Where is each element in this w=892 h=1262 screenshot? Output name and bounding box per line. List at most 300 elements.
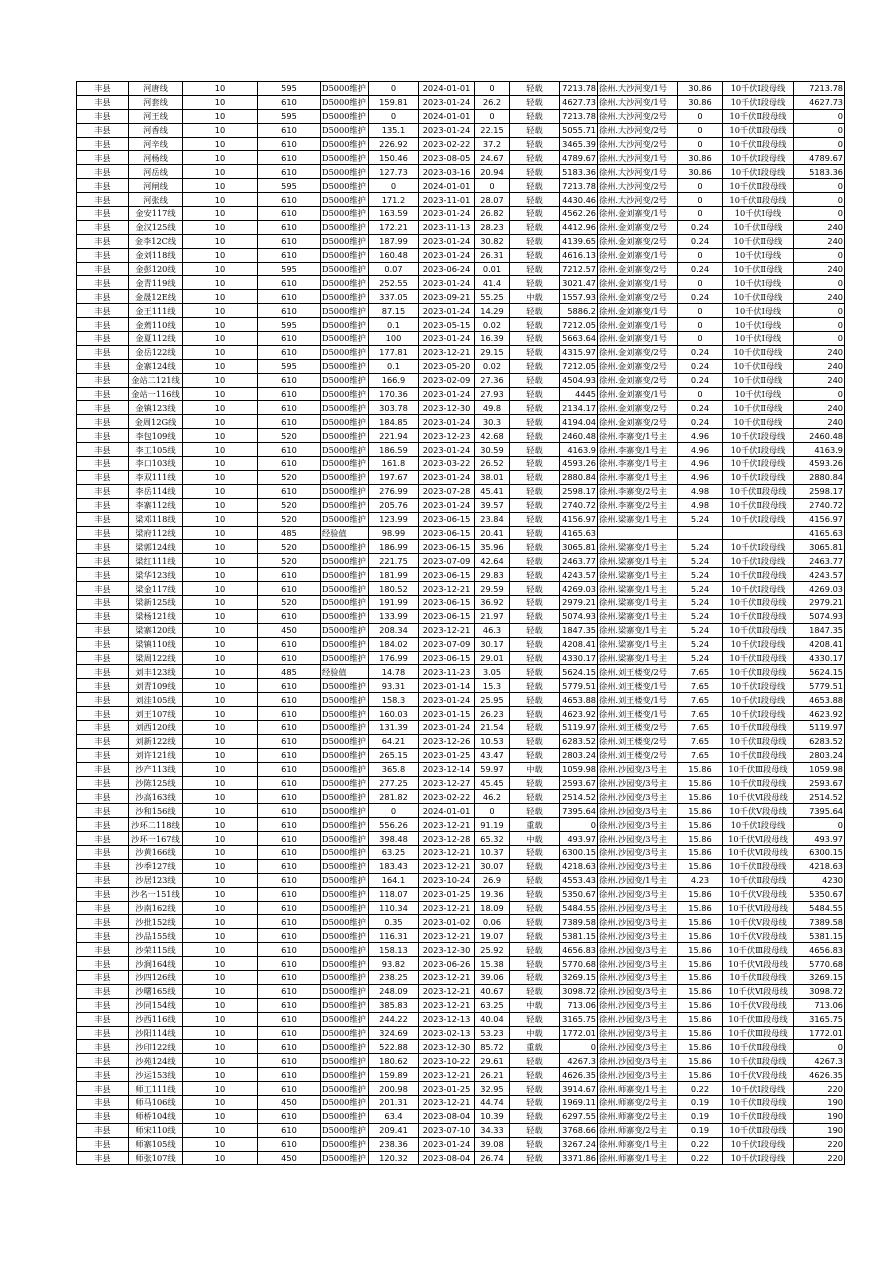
cell-load-status: 轻载 bbox=[510, 1082, 560, 1096]
table-row bbox=[77, 790, 845, 804]
cell-open-capacity: 2803.24 bbox=[794, 748, 845, 762]
cell-available-capacity: 7395.64 bbox=[560, 804, 598, 818]
table-row bbox=[77, 359, 845, 373]
cell-bus-section: 10千伏Ⅱ段母线 bbox=[723, 971, 794, 985]
cell-bus-section: 10千伏Ⅵ段母线 bbox=[723, 832, 794, 846]
cell-data-source: D5000维护 bbox=[321, 415, 369, 429]
table-row bbox=[77, 776, 845, 790]
cell-rated-current: 610 bbox=[258, 776, 321, 790]
cell-county: 丰县 bbox=[77, 415, 129, 429]
cell-county: 丰县 bbox=[77, 665, 129, 679]
cell-county: 丰县 bbox=[77, 1012, 129, 1026]
cell-max-current: 159.81 bbox=[369, 95, 419, 109]
cell-line-name: 沙荣115线 bbox=[129, 943, 183, 957]
cell-line-name: 金李12C线 bbox=[129, 234, 183, 248]
table-row bbox=[77, 1068, 845, 1082]
cell-rated-current: 595 bbox=[258, 82, 321, 96]
cell-open-capacity: 0 bbox=[794, 818, 845, 832]
cell-rated-current: 610 bbox=[258, 290, 321, 304]
cell-max-current: 180.62 bbox=[369, 1054, 419, 1068]
cell-data-source: D5000维护 bbox=[321, 595, 369, 609]
cell-load-rate: 26.31 bbox=[475, 248, 510, 262]
cell-open-capacity: 0 bbox=[794, 179, 845, 193]
cell-voltage: 10 bbox=[183, 1082, 258, 1096]
cell-data-source: D5000维护 bbox=[321, 957, 369, 971]
cell-substation-transformer: 徐州.金刘寨变/2号 bbox=[598, 262, 678, 276]
cell-load-status: 轻载 bbox=[510, 1109, 560, 1123]
cell-substation-transformer: 徐州.李寨变/2号主 bbox=[598, 498, 678, 512]
cell-data-source: D5000维护 bbox=[321, 95, 369, 109]
cell-available-capacity: 3371.86 bbox=[560, 1151, 598, 1165]
cell-data-source: D5000维护 bbox=[321, 123, 369, 137]
cell-rated-current: 610 bbox=[258, 651, 321, 665]
table-row bbox=[77, 498, 845, 512]
cell-line-name: 刘青109线 bbox=[129, 679, 183, 693]
cell-county: 丰县 bbox=[77, 387, 129, 401]
cell-max-date: 2023-01-24 bbox=[419, 304, 475, 318]
table-row bbox=[77, 276, 845, 290]
cell-available-capacity: 4562.26 bbox=[560, 207, 598, 221]
cell-rated-current: 610 bbox=[258, 804, 321, 818]
cell-open-capacity: 2514.52 bbox=[794, 790, 845, 804]
cell-voltage: 10 bbox=[183, 901, 258, 915]
cell-max-date: 2023-01-24 bbox=[419, 470, 475, 484]
cell-available-capacity: 4315.97 bbox=[560, 345, 598, 359]
cell-available-capacity: 7213.78 bbox=[560, 109, 598, 123]
cell-voltage: 10 bbox=[183, 748, 258, 762]
cell-load-rate: 49.8 bbox=[475, 401, 510, 415]
cell-county: 丰县 bbox=[77, 1054, 129, 1068]
cell-load-status: 轻载 bbox=[510, 1123, 560, 1137]
cell-transformer-capacity: 0.24 bbox=[678, 234, 723, 248]
cell-data-source: D5000维护 bbox=[321, 1096, 369, 1110]
cell-max-current: 0 bbox=[369, 804, 419, 818]
cell-open-capacity: 0 bbox=[794, 387, 845, 401]
cell-transformer-capacity: 5.24 bbox=[678, 651, 723, 665]
table-row bbox=[77, 845, 845, 859]
cell-max-date: 2024-01-01 bbox=[419, 109, 475, 123]
cell-county: 丰县 bbox=[77, 1040, 129, 1054]
cell-max-date: 2023-01-24 bbox=[419, 332, 475, 346]
cell-open-capacity: 240 bbox=[794, 290, 845, 304]
table-row bbox=[77, 137, 845, 151]
cell-county: 丰县 bbox=[77, 1026, 129, 1040]
cell-load-rate: 10.53 bbox=[475, 734, 510, 748]
cell-available-capacity: 5484.55 bbox=[560, 901, 598, 915]
cell-rated-current: 610 bbox=[258, 929, 321, 943]
cell-max-current: 186.99 bbox=[369, 540, 419, 554]
cell-substation-transformer: 徐州.金刘寨变/1号 bbox=[598, 318, 678, 332]
cell-rated-current: 595 bbox=[258, 109, 321, 123]
cell-max-current: 158.13 bbox=[369, 943, 419, 957]
cell-substation-transformer: 徐州.沙园变/3号主 bbox=[598, 943, 678, 957]
cell-voltage: 10 bbox=[183, 540, 258, 554]
cell-load-status: 轻载 bbox=[510, 526, 560, 540]
cell-voltage: 10 bbox=[183, 971, 258, 985]
table-row bbox=[77, 554, 845, 568]
cell-voltage: 10 bbox=[183, 512, 258, 526]
cell-transformer-capacity: 30.86 bbox=[678, 151, 723, 165]
cell-voltage: 10 bbox=[183, 804, 258, 818]
cell-rated-current: 595 bbox=[258, 359, 321, 373]
cell-max-current: 186.59 bbox=[369, 443, 419, 457]
cell-available-capacity: 3098.72 bbox=[560, 984, 598, 998]
cell-rated-current: 450 bbox=[258, 1151, 321, 1165]
table-row bbox=[77, 373, 845, 387]
cell-county: 丰县 bbox=[77, 748, 129, 762]
cell-voltage: 10 bbox=[183, 345, 258, 359]
table-row bbox=[77, 415, 845, 429]
cell-voltage: 10 bbox=[183, 1151, 258, 1165]
cell-data-source: D5000维护 bbox=[321, 262, 369, 276]
cell-line-name: 沙西116线 bbox=[129, 1012, 183, 1026]
table-row bbox=[77, 859, 845, 873]
cell-data-source: D5000维护 bbox=[321, 1068, 369, 1082]
cell-max-date: 2023-01-24 bbox=[419, 1137, 475, 1151]
cell-transformer-capacity: 15.86 bbox=[678, 790, 723, 804]
cell-county: 丰县 bbox=[77, 1068, 129, 1082]
cell-line-name: 河闸线 bbox=[129, 179, 183, 193]
cell-line-name: 金岳122线 bbox=[129, 345, 183, 359]
cell-max-current: 252.55 bbox=[369, 276, 419, 290]
table-row bbox=[77, 540, 845, 554]
cell-substation-transformer: 徐州.刘王楼变/2号 bbox=[598, 720, 678, 734]
cell-rated-current: 610 bbox=[258, 1012, 321, 1026]
cell-substation-transformer: 徐州.刘王楼变/1号 bbox=[598, 679, 678, 693]
cell-transformer-capacity: 5.24 bbox=[678, 609, 723, 623]
table-body bbox=[77, 82, 845, 1165]
cell-load-status: 轻载 bbox=[510, 748, 560, 762]
table-row bbox=[77, 637, 845, 651]
table-row bbox=[77, 818, 845, 832]
cell-open-capacity: 2979.21 bbox=[794, 595, 845, 609]
cell-max-date: 2023-09-21 bbox=[419, 290, 475, 304]
cell-voltage: 10 bbox=[183, 304, 258, 318]
cell-line-name: 沙产113线 bbox=[129, 762, 183, 776]
cell-data-source: D5000维护 bbox=[321, 165, 369, 179]
cell-substation-transformer: 徐州.梁寨变/1号主 bbox=[598, 651, 678, 665]
cell-available-capacity: 4269.03 bbox=[560, 582, 598, 596]
cell-available-capacity: 6283.52 bbox=[560, 734, 598, 748]
cell-transformer-capacity: 15.86 bbox=[678, 762, 723, 776]
cell-line-name: 沙名一151线 bbox=[129, 887, 183, 901]
cell-county: 丰县 bbox=[77, 82, 129, 96]
cell-rated-current: 610 bbox=[258, 582, 321, 596]
cell-max-current: 14.78 bbox=[369, 665, 419, 679]
cell-bus-section: 10千伏Ⅴ段母线 bbox=[723, 915, 794, 929]
cell-load-status: 轻载 bbox=[510, 443, 560, 457]
cell-max-date: 2023-06-24 bbox=[419, 262, 475, 276]
cell-max-current: 64.21 bbox=[369, 734, 419, 748]
cell-bus-section: 10千伏Ⅵ段母线 bbox=[723, 901, 794, 915]
cell-line-name: 金晟12E线 bbox=[129, 290, 183, 304]
cell-open-capacity: 1059.98 bbox=[794, 762, 845, 776]
cell-open-capacity: 240 bbox=[794, 262, 845, 276]
cell-max-current: 163.59 bbox=[369, 207, 419, 221]
cell-line-name: 金安117线 bbox=[129, 207, 183, 221]
cell-available-capacity: 5381.15 bbox=[560, 929, 598, 943]
cell-load-rate: 46.3 bbox=[475, 623, 510, 637]
cell-county: 丰县 bbox=[77, 359, 129, 373]
cell-load-rate: 43.47 bbox=[475, 748, 510, 762]
cell-load-status: 中载 bbox=[510, 832, 560, 846]
cell-max-date: 2023-01-25 bbox=[419, 887, 475, 901]
cell-rated-current: 610 bbox=[258, 137, 321, 151]
cell-line-name: 沙居123线 bbox=[129, 873, 183, 887]
cell-max-current: 159.89 bbox=[369, 1068, 419, 1082]
cell-open-capacity: 1847.35 bbox=[794, 623, 845, 637]
cell-open-capacity: 4623.92 bbox=[794, 707, 845, 721]
cell-load-status: 轻载 bbox=[510, 693, 560, 707]
cell-county: 丰县 bbox=[77, 707, 129, 721]
table-row bbox=[77, 82, 845, 96]
cell-substation-transformer: 徐州.沙园变/3号主 bbox=[598, 762, 678, 776]
cell-voltage: 10 bbox=[183, 637, 258, 651]
cell-max-current: 0.35 bbox=[369, 915, 419, 929]
cell-rated-current: 610 bbox=[258, 915, 321, 929]
cell-voltage: 10 bbox=[183, 998, 258, 1012]
cell-line-name: 刘西120线 bbox=[129, 720, 183, 734]
cell-available-capacity: 4445 bbox=[560, 387, 598, 401]
cell-load-status: 轻载 bbox=[510, 943, 560, 957]
cell-rated-current: 610 bbox=[258, 220, 321, 234]
cell-line-name: 金寨124线 bbox=[129, 359, 183, 373]
cell-substation-transformer: 徐州.沙园变/3号主 bbox=[598, 1068, 678, 1082]
cell-substation-transformer: 徐州.沙园变/3号主 bbox=[598, 887, 678, 901]
cell-bus-section: 10千伏Ⅰ段母线 bbox=[723, 151, 794, 165]
cell-max-current: 63.25 bbox=[369, 845, 419, 859]
cell-transformer-capacity: 15.86 bbox=[678, 915, 723, 929]
cell-max-date: 2023-01-15 bbox=[419, 707, 475, 721]
cell-rated-current: 610 bbox=[258, 943, 321, 957]
cell-transformer-capacity: 4.98 bbox=[678, 484, 723, 498]
cell-voltage: 10 bbox=[183, 776, 258, 790]
cell-available-capacity: 0 bbox=[560, 1040, 598, 1054]
cell-open-capacity: 2593.67 bbox=[794, 776, 845, 790]
cell-max-date: 2023-11-23 bbox=[419, 665, 475, 679]
cell-substation-transformer: 徐州.师寨变/1号主 bbox=[598, 1137, 678, 1151]
cell-open-capacity: 5484.55 bbox=[794, 901, 845, 915]
cell-load-status: 轻载 bbox=[510, 929, 560, 943]
cell-open-capacity: 0 bbox=[794, 248, 845, 262]
cell-transformer-capacity: 5.24 bbox=[678, 540, 723, 554]
cell-transformer-capacity: 4.96 bbox=[678, 470, 723, 484]
cell-max-date: 2023-01-24 bbox=[419, 234, 475, 248]
table-row bbox=[77, 1151, 845, 1165]
cell-county: 丰县 bbox=[77, 526, 129, 540]
table-row bbox=[77, 568, 845, 582]
cell-open-capacity: 2740.72 bbox=[794, 498, 845, 512]
cell-transformer-capacity: 15.86 bbox=[678, 776, 723, 790]
cell-bus-section: 10千伏Ⅰ段母线 bbox=[723, 82, 794, 96]
cell-available-capacity: 7212.05 bbox=[560, 318, 598, 332]
cell-substation-transformer: 徐州.沙园变/3号主 bbox=[598, 957, 678, 971]
cell-data-source: D5000维护 bbox=[321, 470, 369, 484]
cell-data-source: D5000维护 bbox=[321, 290, 369, 304]
cell-open-capacity: 5119.97 bbox=[794, 720, 845, 734]
cell-county: 丰县 bbox=[77, 512, 129, 526]
cell-transformer-capacity bbox=[678, 526, 723, 540]
cell-bus-section: 10千伏Ⅱ母线 bbox=[723, 415, 794, 429]
cell-line-name: 河套线 bbox=[129, 95, 183, 109]
cell-county: 丰县 bbox=[77, 401, 129, 415]
cell-substation-transformer: 徐州.大沙河变/1号 bbox=[598, 151, 678, 165]
cell-open-capacity: 240 bbox=[794, 401, 845, 415]
cell-rated-current: 610 bbox=[258, 345, 321, 359]
cell-county: 丰县 bbox=[77, 818, 129, 832]
cell-available-capacity: 7389.58 bbox=[560, 915, 598, 929]
cell-max-current: 131.39 bbox=[369, 720, 419, 734]
cell-available-capacity: 2463.77 bbox=[560, 554, 598, 568]
cell-load-status: 轻载 bbox=[510, 609, 560, 623]
cell-max-current: 184.85 bbox=[369, 415, 419, 429]
cell-transformer-capacity: 0 bbox=[678, 304, 723, 318]
cell-available-capacity: 2598.17 bbox=[560, 484, 598, 498]
cell-max-date: 2023-12-21 bbox=[419, 345, 475, 359]
table-row bbox=[77, 193, 845, 207]
cell-substation-transformer: 徐州.梁寨变/1号主 bbox=[598, 609, 678, 623]
cell-load-rate: 21.97 bbox=[475, 609, 510, 623]
cell-max-current: 0 bbox=[369, 82, 419, 96]
table-row bbox=[77, 345, 845, 359]
cell-open-capacity: 4653.88 bbox=[794, 693, 845, 707]
cell-county: 丰县 bbox=[77, 568, 129, 582]
cell-rated-current: 610 bbox=[258, 123, 321, 137]
table-row bbox=[77, 679, 845, 693]
cell-max-date: 2023-01-02 bbox=[419, 915, 475, 929]
cell-load-status: 轻载 bbox=[510, 248, 560, 262]
cell-substation-transformer: 徐州.沙园变/3号主 bbox=[598, 901, 678, 915]
cell-county: 丰县 bbox=[77, 193, 129, 207]
cell-bus-section: 10千伏Ⅱ段母线 bbox=[723, 1096, 794, 1110]
cell-load-status: 轻载 bbox=[510, 720, 560, 734]
cell-bus-section: 10千伏Ⅱ段母线 bbox=[723, 123, 794, 137]
cell-transformer-capacity: 15.86 bbox=[678, 845, 723, 859]
table-row bbox=[77, 1082, 845, 1096]
cell-bus-section: 10千伏Ⅵ段母线 bbox=[723, 957, 794, 971]
cell-available-capacity: 3065.81 bbox=[560, 540, 598, 554]
cell-rated-current: 610 bbox=[258, 734, 321, 748]
cell-data-source: D5000维护 bbox=[321, 832, 369, 846]
cell-load-rate: 37.2 bbox=[475, 137, 510, 151]
cell-bus-section: 10千伏Ⅲ段母线 bbox=[723, 1026, 794, 1040]
cell-line-name: 沙环二118线 bbox=[129, 818, 183, 832]
cell-county: 丰县 bbox=[77, 915, 129, 929]
cell-load-rate: 3.05 bbox=[475, 665, 510, 679]
cell-voltage: 10 bbox=[183, 109, 258, 123]
cell-county: 丰县 bbox=[77, 873, 129, 887]
cell-max-current: 170.36 bbox=[369, 387, 419, 401]
cell-available-capacity: 5770.68 bbox=[560, 957, 598, 971]
cell-voltage: 10 bbox=[183, 609, 258, 623]
cell-max-date: 2023-12-21 bbox=[419, 623, 475, 637]
cell-load-rate: 0.06 bbox=[475, 915, 510, 929]
cell-transformer-capacity: 0 bbox=[678, 109, 723, 123]
cell-rated-current: 610 bbox=[258, 818, 321, 832]
cell-line-name: 沙和156线 bbox=[129, 804, 183, 818]
cell-max-date: 2023-01-25 bbox=[419, 748, 475, 762]
cell-open-capacity: 4230 bbox=[794, 873, 845, 887]
cell-bus-section: 10千伏Ⅱ段母线 bbox=[723, 595, 794, 609]
cell-max-current: 127.73 bbox=[369, 165, 419, 179]
cell-load-rate: 29.61 bbox=[475, 1054, 510, 1068]
cell-voltage: 10 bbox=[183, 470, 258, 484]
cell-max-current: 303.78 bbox=[369, 401, 419, 415]
cell-voltage: 10 bbox=[183, 915, 258, 929]
table-row bbox=[77, 595, 845, 609]
cell-max-current: 123.99 bbox=[369, 512, 419, 526]
cell-data-source: D5000维护 bbox=[321, 720, 369, 734]
cell-max-current: 135.1 bbox=[369, 123, 419, 137]
cell-max-current: 281.82 bbox=[369, 790, 419, 804]
cell-voltage: 10 bbox=[183, 957, 258, 971]
cell-line-name: 刘洼105线 bbox=[129, 693, 183, 707]
cell-substation-transformer: 徐州.大沙河变/2号 bbox=[598, 193, 678, 207]
table-row bbox=[77, 443, 845, 457]
cell-transformer-capacity: 0.24 bbox=[678, 345, 723, 359]
cell-load-rate: 26.82 bbox=[475, 207, 510, 221]
cell-substation-transformer: 徐州.梁寨变/1号主 bbox=[598, 595, 678, 609]
table-row bbox=[77, 290, 845, 304]
cell-transformer-capacity: 0.24 bbox=[678, 373, 723, 387]
cell-max-current: 0.1 bbox=[369, 359, 419, 373]
cell-max-current: 187.99 bbox=[369, 234, 419, 248]
cell-transformer-capacity: 7.65 bbox=[678, 748, 723, 762]
cell-substation-transformer: 徐州.刘王楼变/1号 bbox=[598, 707, 678, 721]
cell-substation-transformer: 徐州.梁寨变/1号主 bbox=[598, 582, 678, 596]
cell-voltage: 10 bbox=[183, 693, 258, 707]
cell-load-status: 轻载 bbox=[510, 345, 560, 359]
cell-transformer-capacity: 15.86 bbox=[678, 832, 723, 846]
cell-county: 丰县 bbox=[77, 151, 129, 165]
cell-load-status: 轻载 bbox=[510, 457, 560, 471]
table-row bbox=[77, 318, 845, 332]
cell-substation-transformer: 徐州.大沙河变/2号 bbox=[598, 179, 678, 193]
cell-available-capacity: 2880.84 bbox=[560, 470, 598, 484]
cell-data-source: D5000维护 bbox=[321, 1137, 369, 1151]
cell-max-date: 2023-12-14 bbox=[419, 762, 475, 776]
cell-transformer-capacity: 5.24 bbox=[678, 554, 723, 568]
cell-load-rate: 15.3 bbox=[475, 679, 510, 693]
cell-transformer-capacity: 0 bbox=[678, 332, 723, 346]
cell-transformer-capacity: 15.86 bbox=[678, 1026, 723, 1040]
cell-open-capacity: 220 bbox=[794, 1151, 845, 1165]
cell-line-name: 河香线 bbox=[129, 123, 183, 137]
cell-line-name: 梁周122线 bbox=[129, 651, 183, 665]
cell-bus-section: 10千伏Ⅰ母线 bbox=[723, 318, 794, 332]
cell-open-capacity: 493.97 bbox=[794, 832, 845, 846]
cell-available-capacity: 2460.48 bbox=[560, 429, 598, 443]
cell-transformer-capacity: 5.24 bbox=[678, 512, 723, 526]
cell-line-name: 河张线 bbox=[129, 193, 183, 207]
cell-transformer-capacity: 30.86 bbox=[678, 95, 723, 109]
cell-max-current: 197.67 bbox=[369, 470, 419, 484]
cell-max-date: 2023-12-21 bbox=[419, 971, 475, 985]
cell-rated-current: 450 bbox=[258, 1096, 321, 1110]
cell-county: 丰县 bbox=[77, 845, 129, 859]
cell-max-current: 0.1 bbox=[369, 318, 419, 332]
cell-load-rate: 46.2 bbox=[475, 790, 510, 804]
cell-county: 丰县 bbox=[77, 804, 129, 818]
cell-transformer-capacity: 7.65 bbox=[678, 693, 723, 707]
cell-load-rate: 23.84 bbox=[475, 512, 510, 526]
cell-bus-section: 10千伏Ⅰ母线 bbox=[723, 207, 794, 221]
cell-load-rate: 53.23 bbox=[475, 1026, 510, 1040]
cell-max-date: 2023-06-15 bbox=[419, 512, 475, 526]
cell-rated-current: 610 bbox=[258, 1109, 321, 1123]
cell-substation-transformer: 徐州.沙园变/3号主 bbox=[598, 1026, 678, 1040]
cell-substation-transformer: 徐州.李寨变/1号主 bbox=[598, 429, 678, 443]
